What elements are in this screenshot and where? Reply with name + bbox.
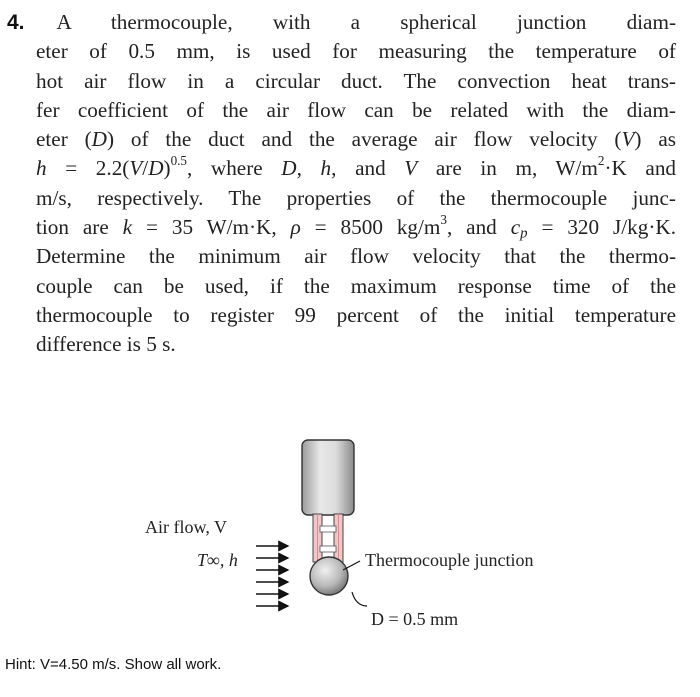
air-flow-arrows — [256, 546, 288, 606]
junction-label: Thermocouple junction — [365, 550, 534, 570]
problem-line-5: eter (D) of the duct and the average air flow velocity (V) as — [36, 127, 676, 152]
diameter-leader-line — [352, 592, 367, 606]
air-flow-label: Air flow, V — [145, 517, 227, 537]
diameter-label: D = 0.5 mm — [371, 609, 459, 629]
tinf-h-label: T∞, h — [197, 550, 238, 570]
problem-line-4: fer coefficient of the air flow can be related with the diam- — [36, 97, 676, 122]
problem-line-2: eter of 0.5 mm, is used for measuring the temperature of — [36, 39, 676, 64]
problem-line-7: m/s, respectively. The properties of the thermocouple junc- — [36, 185, 676, 210]
problem-line-10: couple can be used, if the maximum response time of the — [36, 273, 676, 298]
problem-line-3: hot air flow in a circular duct. The convection heat trans- — [36, 68, 676, 93]
probe-sheath — [302, 440, 354, 515]
lead-wires — [313, 514, 343, 562]
hint-text: Hint: V=4.50 m/s. Show all work. — [5, 656, 222, 673]
problem-line-6: $h = 2.2(V/D)^{0.5}$, where D, h, and V are in m, $W/m^2\cdot K$ and — [36, 153, 677, 181]
problem-line-8: tion are k = 35 W/m·K, ρ = 8500 $kg/m^3$, and $c_p = 320$ J/kg·K. — [36, 212, 677, 242]
problem-line-12: difference is 5 s. — [36, 332, 176, 357]
junction-sphere — [310, 557, 348, 595]
problem-line-11: thermocouple to register 99 percent of the initial temperature — [36, 302, 676, 327]
problem-line-1: 4. A thermocouple, with a spherical junction diam- — [7, 10, 676, 34]
problem-number: 4. — [7, 11, 25, 34]
problem-line-9: Determine the minimum air flow velocity that the thermo- — [36, 244, 676, 269]
